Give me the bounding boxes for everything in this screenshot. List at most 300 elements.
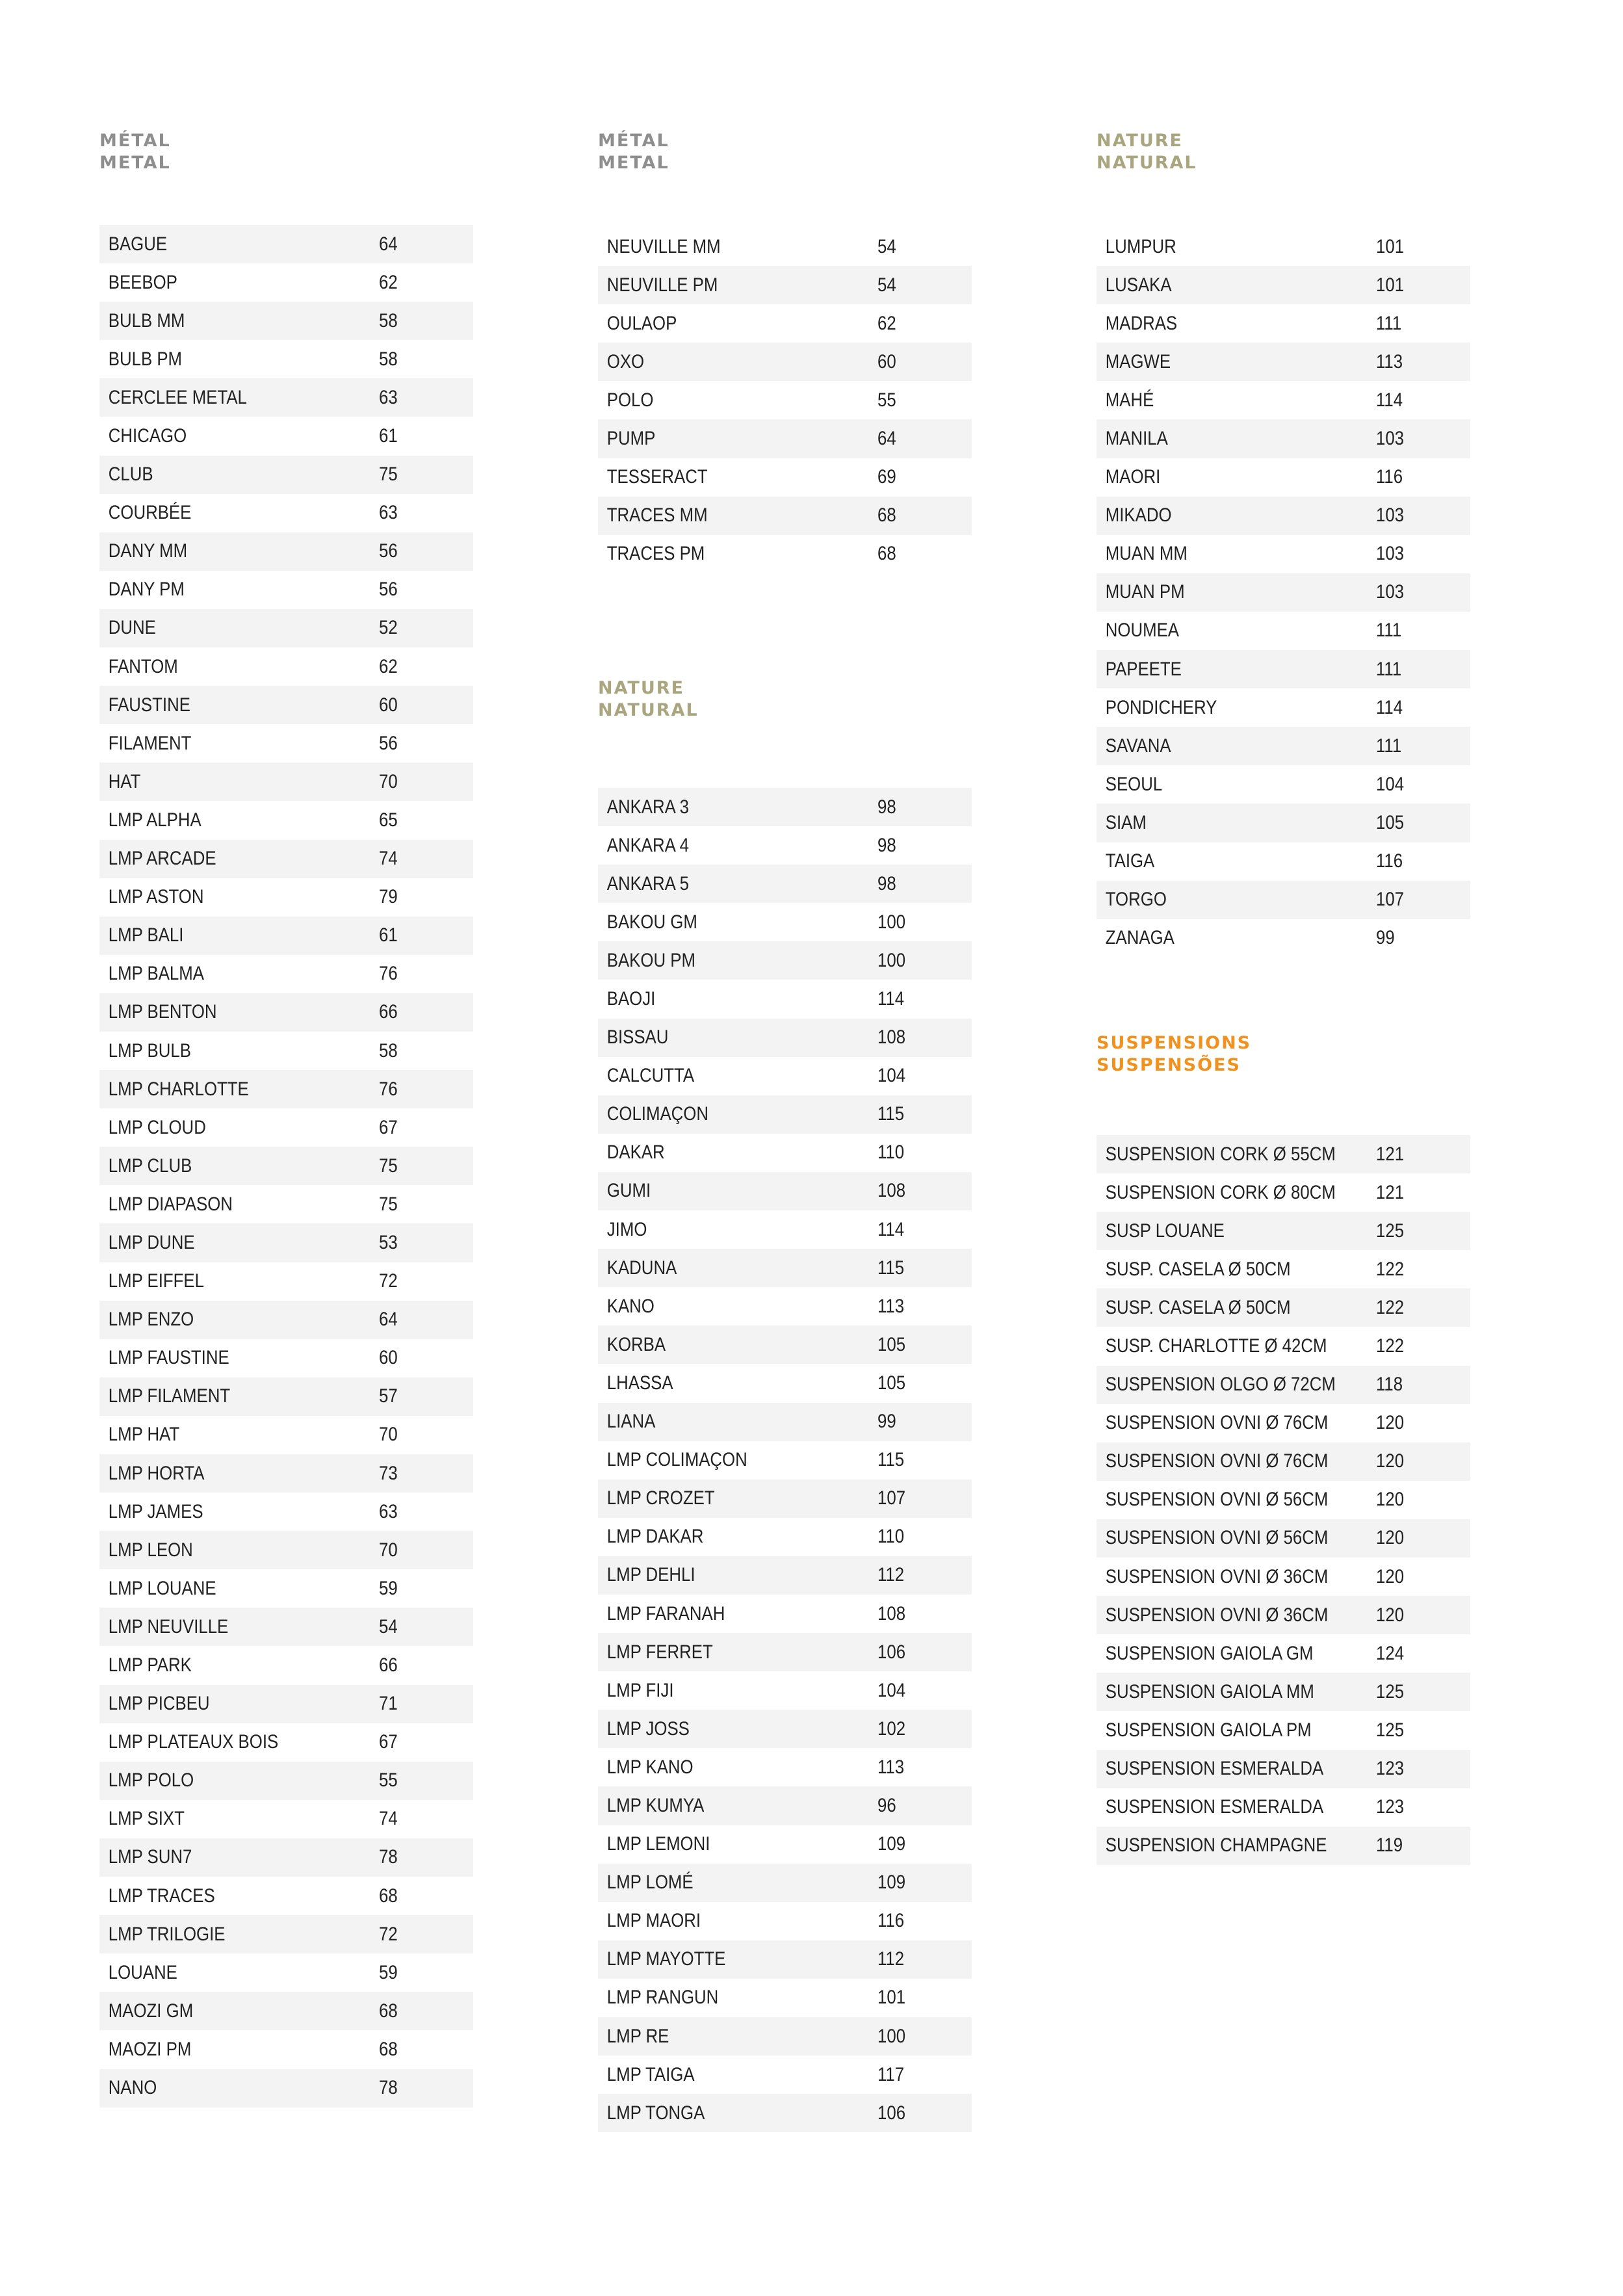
page-number: 54	[877, 274, 896, 296]
product-name: SUSPENSION CHAMPAGNE	[1105, 1834, 1327, 1857]
table-row	[1097, 1750, 1470, 1788]
page-number: 76	[379, 1078, 398, 1100]
page-number: 104	[1376, 773, 1405, 795]
table-row	[1097, 1288, 1470, 1327]
product-name: SEOUL	[1105, 773, 1163, 795]
product-name: NEUVILLE MM	[606, 235, 721, 257]
table-row	[598, 826, 972, 865]
page-number: 72	[379, 1923, 398, 1945]
page-number: 123	[1376, 1796, 1405, 1818]
product-name: LMP ENZO	[108, 1309, 194, 1331]
page-number: 67	[379, 1731, 398, 1753]
page-number: 101	[1376, 235, 1405, 257]
table-row	[598, 1364, 972, 1402]
page-number: 68	[877, 543, 896, 565]
table-row	[1097, 266, 1470, 304]
product-name: PONDICHERY	[1105, 696, 1217, 718]
product-name: LMP MAORI	[606, 1910, 701, 1932]
table-row	[99, 1147, 473, 1185]
table-row	[99, 2069, 473, 2107]
product-name: LUMPUR	[1105, 235, 1176, 257]
page-number: 105	[877, 1333, 906, 1355]
product-name: HAT	[108, 770, 141, 792]
product-name: LMP COLIMAÇON	[606, 1449, 747, 1471]
table-row	[598, 458, 972, 497]
page-number: 111	[1376, 620, 1402, 642]
table-row	[99, 763, 473, 801]
product-name: LMP EIFFEL	[108, 1270, 204, 1292]
page-number: 110	[877, 1526, 905, 1548]
table-row	[99, 1685, 473, 1723]
page-number: 102	[877, 1717, 906, 1740]
product-name: BAGUE	[108, 233, 168, 255]
table-row	[1097, 765, 1470, 803]
table-row	[99, 1377, 473, 1416]
product-name: OXO	[606, 350, 645, 372]
table-row	[1097, 535, 1470, 573]
product-name: LMP RANGUN	[606, 1987, 719, 2009]
page-number: 105	[877, 1372, 906, 1394]
page-number: 98	[877, 796, 896, 818]
product-name: LMP TRILOGIE	[108, 1923, 226, 1945]
page-number: 66	[379, 1654, 398, 1676]
table-row	[1097, 727, 1470, 765]
product-name: SUSPENSION OVNI Ø 56CM	[1105, 1489, 1329, 1511]
page-number: 59	[379, 1961, 398, 1983]
table-row	[1097, 343, 1470, 381]
product-name: LMP FARANAH	[606, 1602, 725, 1624]
table-row	[99, 1032, 473, 1070]
page-number: 56	[379, 540, 398, 562]
product-name: SUSP LOUANE	[1105, 1220, 1225, 1242]
product-name: LHASSA	[606, 1372, 673, 1394]
section-title-en: METAL	[598, 153, 669, 173]
product-name: LMP BALI	[108, 924, 184, 946]
table-row	[99, 571, 473, 609]
product-name: LMP ASTON	[108, 886, 204, 908]
product-name: BULB MM	[108, 309, 185, 332]
product-name: LMP ARCADE	[108, 848, 216, 870]
table-row	[99, 263, 473, 302]
product-name: SUSPENSION GAIOLA MM	[1105, 1680, 1314, 1702]
product-name: LMP CLOUD	[108, 1116, 206, 1138]
page-number: 76	[379, 963, 398, 985]
product-name: MAGWE	[1105, 350, 1171, 372]
product-name: LMP FAUSTINE	[108, 1347, 229, 1369]
product-name: COURBÉE	[108, 502, 192, 524]
page-number: 114	[1376, 696, 1403, 718]
table-row	[99, 955, 473, 993]
table-row	[598, 2055, 972, 2094]
page-number: 100	[877, 2025, 906, 2047]
page-number: 99	[877, 1411, 896, 1433]
table-row	[1097, 419, 1470, 458]
product-name: MAOZI PM	[108, 2038, 192, 2060]
product-name: MAOZI GM	[108, 2000, 194, 2022]
table-row	[99, 1339, 473, 1377]
section-title-fr: MÉTAL	[598, 131, 669, 151]
page-number: 121	[1376, 1143, 1405, 1165]
product-name: LMP KUMYA	[606, 1794, 705, 1816]
table-row	[598, 1287, 972, 1325]
page-number: 112	[877, 1948, 905, 1970]
page-number: 60	[379, 1347, 398, 1369]
page-number: 106	[877, 2102, 906, 2124]
table-row	[99, 917, 473, 955]
table-row	[99, 378, 473, 417]
table-row	[99, 1877, 473, 1915]
section-title-en: NATURAL	[598, 700, 699, 720]
page-number: 114	[1376, 389, 1403, 411]
page-number: 116	[1376, 466, 1403, 488]
table-row	[1097, 1366, 1470, 1404]
product-name: LMP DIAPASON	[108, 1193, 233, 1215]
product-name: LMP TAIGA	[606, 2063, 695, 2085]
product-name: LMP DAKAR	[606, 1526, 704, 1548]
product-name: LMP LEON	[108, 1539, 193, 1561]
page-number: 110	[877, 1141, 905, 1164]
page-number: 107	[1376, 889, 1405, 911]
section-title-fr: SUSPENSIONS	[1097, 1033, 1252, 1053]
table-row	[99, 1301, 473, 1339]
product-name: ANKARA 4	[606, 834, 689, 856]
product-name: LMP NEUVILLE	[108, 1615, 229, 1637]
product-name: SUSPENSION OVNI Ø 36CM	[1105, 1604, 1329, 1626]
page-number: 103	[1376, 581, 1405, 603]
product-name: MIKADO	[1105, 504, 1172, 527]
table-row	[598, 1325, 972, 1364]
table-row	[598, 419, 972, 458]
page-number: 98	[877, 834, 896, 856]
table-row	[99, 647, 473, 686]
page-number: 78	[379, 2077, 398, 2099]
product-name: PUMP	[606, 428, 656, 450]
product-name: MADRAS	[1105, 312, 1178, 334]
product-name: SUSPENSION CORK Ø 55CM	[1105, 1143, 1336, 1165]
page-number: 101	[877, 1987, 906, 2009]
product-name: POLO	[606, 389, 654, 411]
table-row	[598, 497, 972, 535]
table-row	[1097, 1212, 1470, 1250]
page-number: 75	[379, 1155, 398, 1177]
page-number: 119	[1376, 1834, 1403, 1857]
section-title-fr: NATURE	[598, 678, 684, 698]
table-row	[598, 1748, 972, 1786]
page-number: 111	[1376, 312, 1402, 334]
page-number: 56	[379, 732, 398, 754]
page-number: 78	[379, 1846, 398, 1868]
table-row	[99, 1646, 473, 1684]
page-number: 63	[379, 502, 398, 524]
product-name: MAHÉ	[1105, 389, 1154, 411]
product-name: MAORI	[1105, 466, 1161, 488]
product-name: KANO	[606, 1295, 655, 1317]
page-number: 54	[877, 235, 896, 257]
table-row	[1097, 612, 1470, 650]
page-number: 125	[1376, 1220, 1405, 1242]
page-number: 68	[379, 1885, 398, 1907]
table-row	[598, 2094, 972, 2132]
page-number: 115	[877, 1103, 905, 1125]
page-number: 122	[1376, 1258, 1405, 1280]
product-name: LUSAKA	[1105, 274, 1172, 296]
product-name: LMP FIJI	[606, 1679, 674, 1701]
page-number: 75	[379, 463, 398, 486]
product-name: KORBA	[606, 1333, 666, 1355]
page-number: 74	[379, 1808, 398, 1830]
product-name: LMP JOSS	[606, 1717, 690, 1740]
product-name: MUAN PM	[1105, 581, 1185, 603]
page-number: 115	[877, 1257, 905, 1279]
page-number: 62	[379, 655, 398, 677]
product-name: LMP FERRET	[606, 1641, 713, 1663]
table-row	[598, 1864, 972, 1902]
table-row	[598, 1403, 972, 1441]
table-row	[1097, 497, 1470, 535]
table-row	[99, 1608, 473, 1646]
product-name: SUSPENSION ESMERALDA	[1105, 1758, 1324, 1780]
table-row	[99, 801, 473, 839]
table-row	[598, 1019, 972, 1057]
page-number: 125	[1376, 1719, 1405, 1741]
page-number: 70	[379, 770, 398, 792]
table-row	[598, 1249, 972, 1287]
page-number: 121	[1376, 1181, 1405, 1203]
table-row	[99, 1838, 473, 1877]
product-name: ANKARA 3	[606, 796, 689, 818]
page-number: 54	[379, 1615, 398, 1637]
product-name: LMP ALPHA	[108, 809, 201, 831]
page-number: 64	[379, 1309, 398, 1331]
section-heading-metal-2	[598, 130, 669, 174]
table-row	[99, 1992, 473, 2030]
page-number: 59	[379, 1577, 398, 1599]
page-number: 68	[379, 2038, 398, 2060]
page-number: 109	[877, 1833, 906, 1855]
page-number: 122	[1376, 1335, 1405, 1357]
page-number: 100	[877, 949, 906, 971]
table-row	[99, 686, 473, 724]
page-number: 58	[379, 309, 398, 332]
table-row	[598, 1595, 972, 1633]
page-number: 66	[379, 1001, 398, 1023]
page-number: 120	[1376, 1604, 1405, 1626]
page-number: 74	[379, 848, 398, 870]
product-name: LMP LOUANE	[108, 1577, 216, 1599]
page-number: 120	[1376, 1565, 1405, 1587]
page-number: 75	[379, 1193, 398, 1215]
product-name: NOUMEA	[1105, 620, 1180, 642]
page-number: 108	[877, 1180, 906, 1202]
table-row	[1097, 1711, 1470, 1749]
product-name: LMP SIXT	[108, 1808, 185, 1830]
table-row	[598, 1480, 972, 1518]
page-number: 113	[1376, 350, 1403, 372]
page-number: 56	[379, 579, 398, 601]
page-number: 107	[877, 1487, 906, 1509]
page-number: 62	[877, 312, 896, 334]
index-table-nature-2	[1097, 228, 1470, 958]
page-number: 68	[877, 504, 896, 527]
page-number: 111	[1376, 658, 1402, 680]
table-row	[598, 1940, 972, 1979]
product-name: BISSAU	[606, 1026, 669, 1049]
product-name: SUSPENSION GAIOLA GM	[1105, 1642, 1314, 1664]
table-row	[99, 340, 473, 378]
page-number: 70	[379, 1539, 398, 1561]
table-row	[598, 1172, 972, 1210]
table-row	[1097, 919, 1470, 958]
page-number: 114	[877, 988, 905, 1010]
table-row	[99, 1070, 473, 1108]
product-name: CLUB	[108, 463, 153, 486]
section-heading-nature-2	[1097, 130, 1197, 174]
page-number: 105	[1376, 811, 1405, 833]
table-row	[598, 1134, 972, 1172]
product-name: SIAM	[1105, 811, 1147, 833]
product-name: BEEBOP	[108, 271, 177, 293]
table-row	[598, 1786, 972, 1825]
table-row	[598, 535, 972, 573]
page-number: 120	[1376, 1527, 1405, 1549]
page-number: 69	[877, 466, 896, 488]
product-name: ANKARA 5	[606, 872, 689, 894]
product-name: TORGO	[1105, 889, 1167, 911]
page-number: 117	[877, 2063, 905, 2085]
page-number: 104	[877, 1679, 906, 1701]
product-name: TAIGA	[1105, 850, 1155, 872]
table-row	[99, 456, 473, 494]
page-number: 118	[1376, 1374, 1403, 1396]
table-row	[1097, 1135, 1470, 1173]
product-name: LMP LEMONI	[606, 1833, 710, 1855]
page-number: 103	[1376, 428, 1405, 450]
page-number: 125	[1376, 1680, 1405, 1702]
product-name: LIANA	[606, 1411, 656, 1433]
product-name: SUSPENSION GAIOLA PM	[1105, 1719, 1312, 1741]
product-name: LMP CHARLOTTE	[108, 1078, 249, 1100]
product-name: LMP BALMA	[108, 963, 204, 985]
page-number: 63	[379, 386, 398, 408]
index-table-metal-1	[99, 225, 473, 2107]
table-row	[598, 304, 972, 343]
product-name: MANILA	[1105, 428, 1168, 450]
page-number: 103	[1376, 543, 1405, 565]
section-heading-metal-1	[99, 130, 171, 174]
table-row	[99, 302, 473, 340]
table-row	[1097, 1827, 1470, 1865]
product-name: DAKAR	[606, 1141, 665, 1164]
table-row	[598, 1710, 972, 1748]
page-number: 123	[1376, 1758, 1405, 1780]
table-row	[598, 1902, 972, 1940]
product-name: LMP KANO	[606, 1756, 694, 1778]
product-name: SUSPENSION OVNI Ø 36CM	[1105, 1565, 1329, 1587]
page-number: 103	[1376, 504, 1405, 527]
table-row	[1097, 688, 1470, 727]
table-row	[598, 1633, 972, 1671]
table-row	[99, 1454, 473, 1493]
table-row	[99, 1223, 473, 1262]
table-row	[598, 1210, 972, 1249]
section-title-fr: MÉTAL	[99, 131, 171, 151]
table-row	[99, 1416, 473, 1454]
page-number: 116	[877, 1910, 905, 1932]
product-name: TRACES PM	[606, 543, 705, 565]
page-number: 113	[877, 1295, 905, 1317]
page-number: 111	[1376, 735, 1402, 757]
product-name: NANO	[108, 2077, 157, 2099]
table-row	[99, 993, 473, 1032]
page-number: 58	[379, 348, 398, 370]
product-name: COLIMAÇON	[606, 1103, 709, 1125]
product-name: LMP POLO	[108, 1769, 194, 1792]
page-number: 124	[1376, 1642, 1405, 1664]
page-number: 114	[877, 1218, 905, 1240]
table-row	[598, 1825, 972, 1864]
page-number: 60	[877, 350, 896, 372]
table-row	[598, 266, 972, 304]
product-name: LMP PICBEU	[108, 1693, 210, 1715]
table-row	[99, 1493, 473, 1531]
table-row	[99, 1915, 473, 1953]
table-row	[1097, 1634, 1470, 1673]
table-row	[99, 878, 473, 917]
table-row	[99, 1108, 473, 1147]
table-row	[1097, 1519, 1470, 1558]
product-name: LMP MAYOTTE	[606, 1948, 726, 1970]
page-number: 63	[379, 1500, 398, 1522]
page-number: 61	[379, 425, 398, 447]
product-name: SUSP. CASELA Ø 50CM	[1105, 1258, 1291, 1280]
product-name: LMP SUN7	[108, 1846, 192, 1868]
product-name: TRACES MM	[606, 504, 708, 527]
page-number: 53	[379, 1231, 398, 1253]
page-number: 55	[877, 389, 896, 411]
table-row	[1097, 650, 1470, 688]
product-name: LMP PARK	[108, 1654, 192, 1676]
product-name: SUSPENSION OVNI Ø 76CM	[1105, 1412, 1329, 1434]
page-number: 106	[877, 1641, 906, 1663]
product-name: CALCUTTA	[606, 1065, 695, 1087]
table-row	[99, 225, 473, 263]
table-row	[1097, 1558, 1470, 1596]
product-name: LMP BULB	[108, 1039, 191, 1062]
table-row	[99, 1531, 473, 1569]
page-number: 57	[379, 1385, 398, 1407]
table-row	[1097, 1481, 1470, 1519]
table-row	[99, 840, 473, 878]
table-row	[99, 1569, 473, 1608]
page-number: 58	[379, 1039, 398, 1062]
table-row	[1097, 1404, 1470, 1442]
product-name: ZANAGA	[1105, 927, 1175, 949]
page-number: 64	[379, 233, 398, 255]
product-name: DANY MM	[108, 540, 188, 562]
page-number: 62	[379, 271, 398, 293]
page-number: 108	[877, 1602, 906, 1624]
product-name: FAUSTINE	[108, 694, 190, 716]
page-number: 120	[1376, 1489, 1405, 1511]
page-number: 120	[1376, 1450, 1405, 1472]
table-row	[1097, 573, 1470, 612]
product-name: SUSPENSION OVNI Ø 56CM	[1105, 1527, 1329, 1549]
section-title-en: NATURAL	[1097, 153, 1197, 173]
page-number: 109	[877, 1872, 906, 1894]
table-row	[598, 941, 972, 980]
product-name: LMP CROZET	[606, 1487, 715, 1509]
table-row	[99, 1185, 473, 1223]
